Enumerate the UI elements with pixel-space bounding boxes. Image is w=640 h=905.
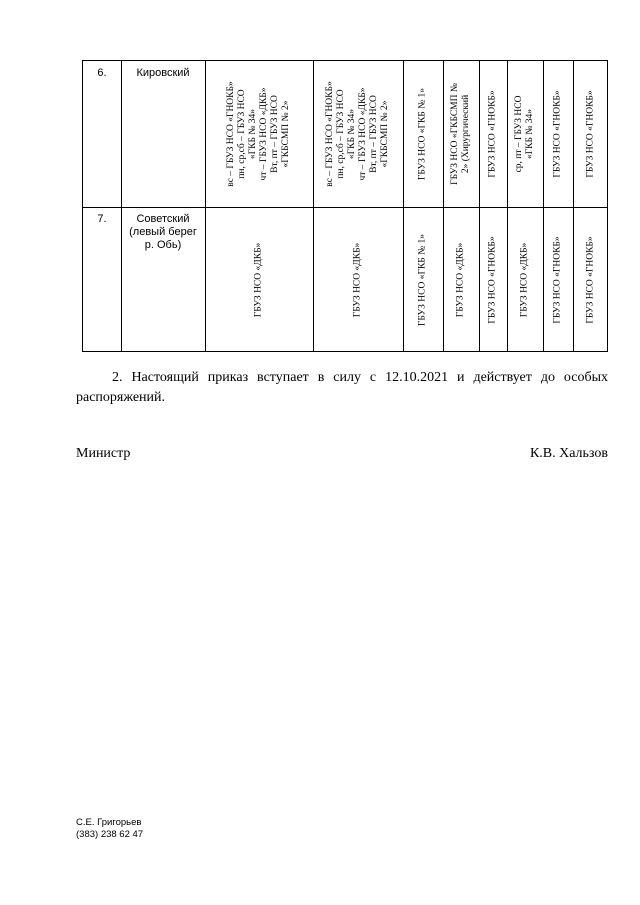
- table-divider: [573, 61, 574, 351]
- table-divider: [313, 61, 314, 351]
- table-cell: ср, пт – ГБУЗ НСО «ГКБ № 34»: [514, 95, 535, 173]
- table-cell: ГБУЗ НСО «ГНОКБ»: [487, 90, 498, 178]
- table-cell: ГБУЗ НСО «ГКБСМП № 2» (Хирургический: [450, 83, 471, 185]
- district-name: Советский (левый берег р. Обь): [129, 213, 197, 251]
- table-divider: [403, 61, 404, 351]
- table-divider: [543, 61, 544, 351]
- row-number: 7.: [97, 213, 107, 225]
- table-cell: вс – ГБУЗ НСО «ГНОКБ» пн, ср,сб – ГБУЗ НСО «ГКБ № 34» чт – ГБУЗ НСО «ДКБ» Вт, пт – ГБУЗ НСО «ГКБСМП № 2»: [226, 81, 291, 187]
- signature-name: К.В. Хальзов: [529, 446, 608, 461]
- footer-phone: (383) 238 62 47: [76, 829, 144, 840]
- row-number: 6.: [97, 67, 107, 79]
- table-divider: [507, 61, 508, 351]
- table-cell: ГБУЗ НСО «ДКБ»: [352, 242, 363, 318]
- table-cell: ГБУЗ НСО «ГКБ № 1»: [417, 233, 428, 327]
- signature-title: Министр: [76, 446, 131, 461]
- table-divider: [479, 61, 480, 351]
- order-paragraph: 2. Настоящий приказ вступает в силу с 12.10.2021 и действует до особых распоряжений.: [76, 370, 608, 405]
- table-cell: ГБУЗ НСО «ГКБ № 1»: [417, 87, 428, 181]
- table-cell: ГБУЗ НСО «ДКБ»: [519, 242, 530, 318]
- table-cell: ГБУЗ НСО «ГНОКБ»: [552, 236, 563, 324]
- table-cell: ГБУЗ НСО «ГНОКБ»: [585, 236, 596, 324]
- footer-contact: [76, 817, 143, 841]
- table-divider: [205, 61, 206, 351]
- table-cell: вс – ГБУЗ НСО «ГНОКБ» пн, ср,сб – ГБУЗ НСО «ГКБ № 34» чт – ГБУЗ НСО «ДКБ» Вт, пт – ГБУЗ НСО «ГКБСМП № 2»: [325, 81, 390, 187]
- table-cell: ГБУЗ НСО «ГНОКБ»: [552, 90, 563, 178]
- schedule-table: [82, 60, 608, 352]
- table-cell: ГБУЗ НСО «ДКБ»: [455, 242, 466, 318]
- table-cell: ГБУЗ НСО «ДКБ»: [253, 242, 264, 318]
- table-divider: [121, 61, 122, 351]
- footer-author: С.Е. Григорьев: [76, 817, 142, 828]
- table-cell: ГБУЗ НСО «ГНОКБ»: [487, 236, 498, 324]
- table-divider: [83, 207, 607, 208]
- table-divider: [443, 61, 444, 351]
- district-name: Кировский: [136, 67, 190, 79]
- table-cell: ГБУЗ НСО «ГНОКБ»: [585, 90, 596, 178]
